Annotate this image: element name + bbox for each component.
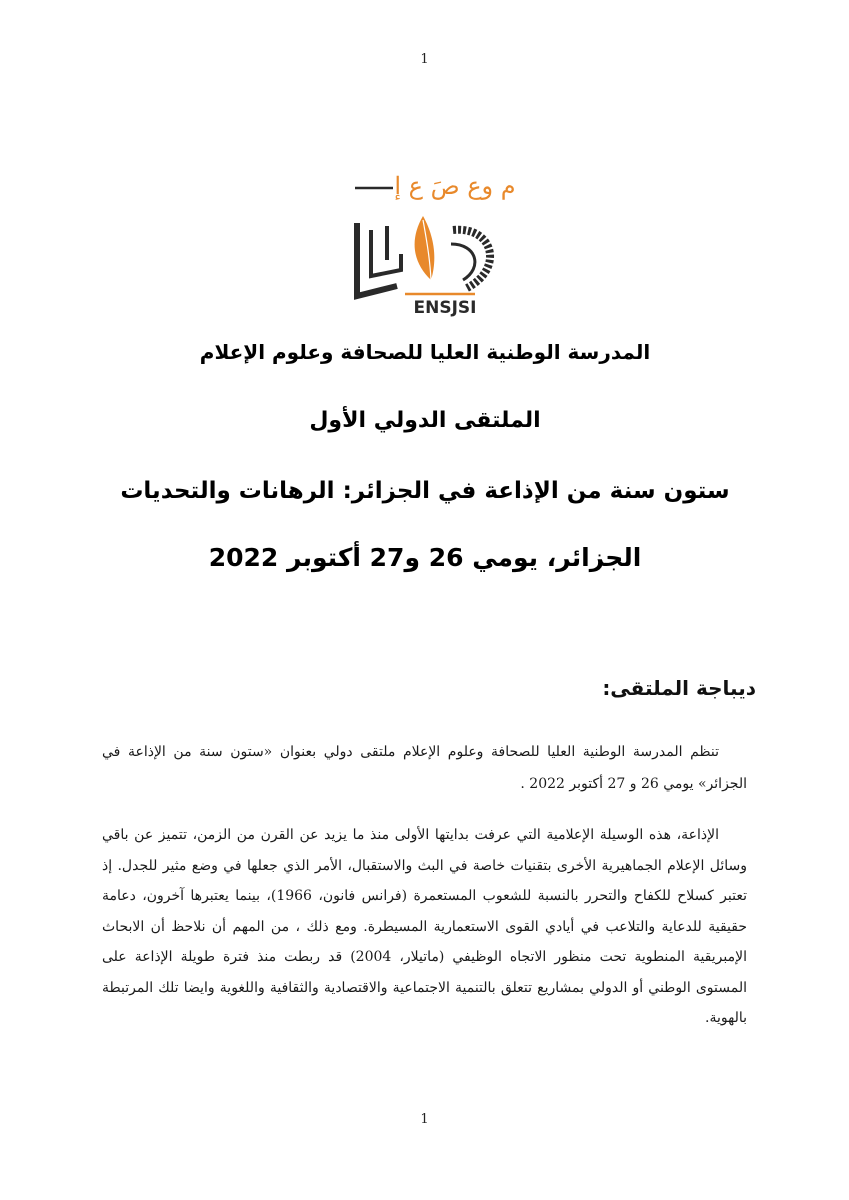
ensjsi-logo xyxy=(335,168,515,318)
school-name: المدرسة الوطنية العليا للصحافة وعلوم الإعلام xyxy=(199,340,651,364)
logo-latin-wordmark: ENSJSI xyxy=(413,298,477,318)
preamble-heading: ديباجة الملتقى: xyxy=(602,676,756,700)
preamble-paragraph-1: تنظم المدرسة الوطنية العليا للصحافة وعلوم الإعلام ملتقى دولي بعنوان «ستون سنة من الإذاعة في الجزائر» يومي 26 و 27 أكتوبر 2022 . xyxy=(102,744,747,792)
logo-arabic-wordmark: م وع صَ ع إ xyxy=(394,172,515,200)
preamble-paragraph-2: الإذاعة، هذه الوسيلة الإعلامية التي عرفت بدايتها الأولى منذ ما يزيد عن القرن من الزمن، تتميز عن باقي وسائل الإعلام الجماهيرية الأخرى بتقنيات خاصة في البث والاستقبال، الأمر الذي جعلها في وضع مثير للجدل. إذ تعتبر كسلاح للكفاح والتحرر بالنسبة للشعوب المستعمرة (فرانس فانون، 1966)، بينما يعتبرها آخرون، دعامة حقيقية للدعاية والتلاعب في أيادي القوى الاستعمارية المسيطرة. ومع ذلك ، من المهم أن نلاحظ أن الابحاث الإمبريقية المنطوية تحت منظور الاتجاه الوظيفي (ماتيلار، 2004) قد ربطت منذ فترة طويلة الإذاعة على المستوى الوطني أو الدولي بمشاريع تتعلق بالتنمية الاجتماعية والاقتصادية والثقافية واللغوية وايضا تلك المرتبطة بالهوية. xyxy=(102,827,747,1026)
page-number-bottom: 1 xyxy=(420,1112,429,1127)
event-date-place: الجزائر، يومي 26 و27 أكتوبر 2022 xyxy=(208,543,642,572)
event-name: الملتقى الدولي الأول xyxy=(309,408,541,433)
page-number-top: 1 xyxy=(420,52,429,67)
event-theme: ستون سنة من الإذاعة في الجزائر: الرهانات والتحديات xyxy=(120,478,730,504)
